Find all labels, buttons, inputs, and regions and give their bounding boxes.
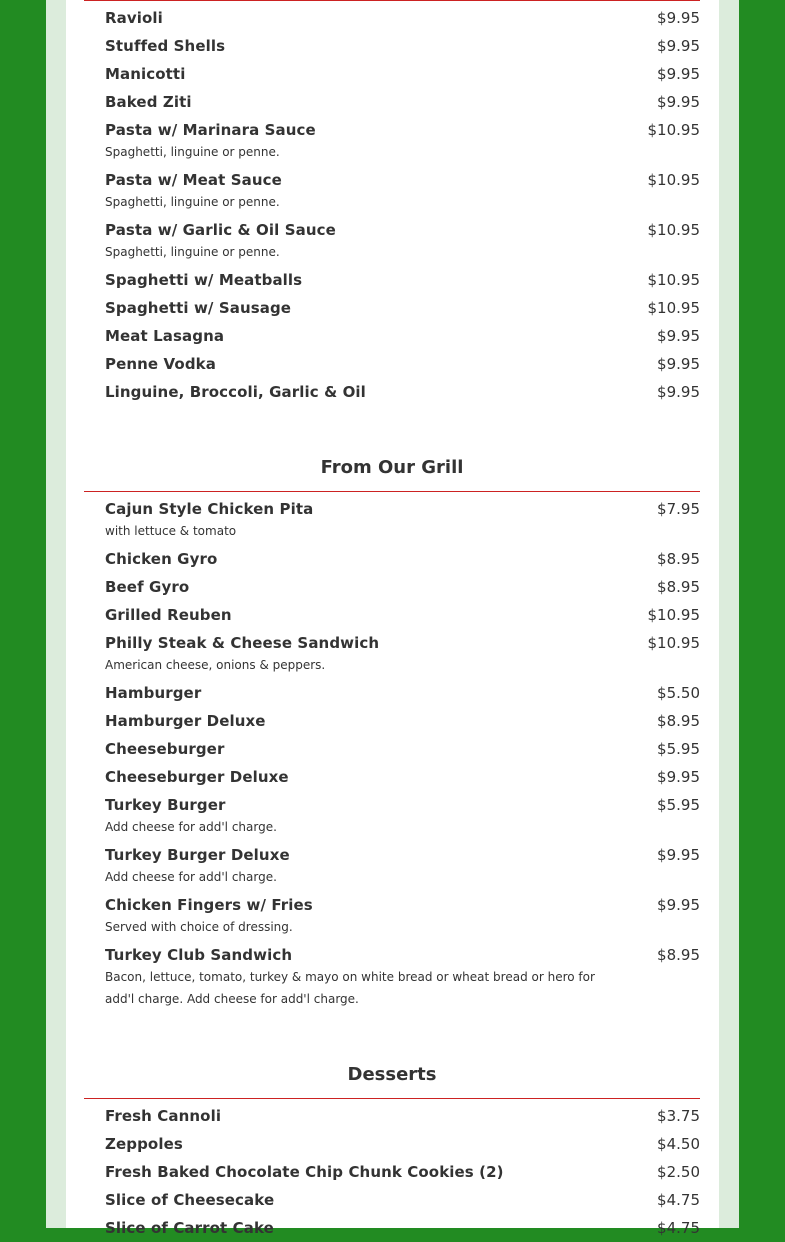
- item-name: Pasta w/ Garlic & Oil Sauce: [105, 221, 336, 239]
- item-name: Linguine, Broccoli, Garlic & Oil: [105, 383, 366, 401]
- menu-item: [105, 322, 700, 350]
- item-description: Spaghetti, linguine or penne.: [105, 195, 280, 209]
- item-price: $10.95: [647, 606, 700, 624]
- item-name: Turkey Burger: [105, 796, 226, 814]
- item-name: Cajun Style Chicken Pita: [105, 500, 314, 518]
- menu-item: [105, 1214, 700, 1242]
- menu-item: [105, 116, 700, 166]
- item-name: Hamburger Deluxe: [105, 712, 266, 730]
- item-name: Fresh Baked Chocolate Chip Chunk Cookies (2): [105, 1163, 504, 1181]
- item-price: $4.75: [657, 1219, 700, 1237]
- item-price: $9.95: [657, 355, 700, 373]
- item-price: $8.95: [657, 946, 700, 964]
- item-name: Ravioli: [105, 9, 163, 27]
- item-description: American cheese, onions & peppers.: [105, 658, 326, 672]
- item-price: $5.50: [657, 684, 700, 702]
- item-name: Pasta w/ Marinara Sauce: [105, 121, 316, 139]
- item-name: Turkey Club Sandwich: [105, 946, 293, 964]
- item-name: Beef Gyro: [105, 578, 190, 596]
- item-price: $2.50: [657, 1163, 700, 1181]
- item-name: Chicken Fingers w/ Fries: [105, 896, 313, 914]
- item-description: Add cheese for add'l charge.: [105, 820, 277, 834]
- item-price: $8.95: [657, 550, 700, 568]
- menu-item: [105, 166, 700, 216]
- item-name: Cheeseburger: [105, 740, 225, 758]
- menu-item: [105, 4, 700, 32]
- item-price: $5.95: [657, 796, 700, 814]
- menu-item: [105, 60, 700, 88]
- item-name: Slice of Carrot Cake: [105, 1219, 274, 1237]
- menu-item: [105, 1102, 700, 1130]
- menu-item: [105, 1158, 700, 1186]
- menu-content: [84, 0, 700, 1242]
- item-name: Baked Ziti: [105, 93, 192, 111]
- item-price: $10.95: [647, 221, 700, 239]
- item-price: $9.95: [657, 846, 700, 864]
- menu-item: [105, 707, 700, 735]
- item-name: Philly Steak & Cheese Sandwich: [105, 634, 380, 652]
- item-name: Stuffed Shells: [105, 37, 226, 55]
- item-price: $10.95: [647, 299, 700, 317]
- item-name: Spaghetti w/ Meatballs: [105, 271, 303, 289]
- item-description: Bacon, lettuce, tomato, turkey & mayo on white bread or wheat bread or hero for add'l charge. Add cheese for add'l charge.: [105, 970, 595, 1006]
- menu-item: [105, 841, 700, 891]
- item-name: Penne Vodka: [105, 355, 216, 373]
- menu-item: [105, 216, 700, 266]
- item-name: Chicken Gyro: [105, 550, 218, 568]
- item-price: $9.95: [657, 93, 700, 111]
- item-price: $4.50: [657, 1135, 700, 1153]
- menu-section-desserts: [84, 1063, 700, 1242]
- item-price: $10.95: [647, 634, 700, 652]
- item-price: $8.95: [657, 712, 700, 730]
- menu-item: [105, 763, 700, 791]
- item-price: $9.95: [657, 383, 700, 401]
- menu-item: [105, 629, 700, 679]
- menu-item: [105, 735, 700, 763]
- item-name: Grilled Reuben: [105, 606, 232, 624]
- menu-item: [105, 294, 700, 322]
- item-name: Pasta w/ Meat Sauce: [105, 171, 282, 189]
- item-price: $8.95: [657, 578, 700, 596]
- item-name: Spaghetti w/ Sausage: [105, 299, 292, 317]
- menu-item: [105, 941, 700, 1013]
- item-description: Add cheese for add'l charge.: [105, 870, 277, 884]
- item-name: Meat Lasagna: [105, 327, 225, 345]
- item-price: $10.95: [647, 121, 700, 139]
- item-description: Spaghetti, linguine or penne.: [105, 245, 280, 259]
- menu-item: [105, 32, 700, 60]
- item-name: Zeppoles: [105, 1135, 183, 1153]
- item-price: $9.95: [657, 65, 700, 83]
- menu-item: [105, 601, 700, 629]
- menu-section-pasta: [84, 0, 700, 406]
- item-price: $9.95: [657, 37, 700, 55]
- item-price: $7.95: [657, 500, 700, 518]
- item-description: Served with choice of dressing.: [105, 920, 293, 934]
- menu-item: [105, 545, 700, 573]
- item-name: Cheeseburger Deluxe: [105, 768, 289, 786]
- menu-item: [105, 891, 700, 941]
- menu-item: [105, 679, 700, 707]
- item-name: Slice of Cheesecake: [105, 1191, 275, 1209]
- item-name: Hamburger: [105, 684, 202, 702]
- item-description: Spaghetti, linguine or penne.: [105, 145, 280, 159]
- item-price: $5.95: [657, 740, 700, 758]
- menu-item: [105, 791, 700, 841]
- menu-item: [105, 266, 700, 294]
- item-price: $9.95: [657, 9, 700, 27]
- item-price: $10.95: [647, 271, 700, 289]
- menu-item: [105, 350, 700, 378]
- menu-section-grill: [84, 456, 700, 1013]
- item-price: $10.95: [647, 171, 700, 189]
- item-name: Fresh Cannoli: [105, 1107, 222, 1125]
- menu-item: [105, 88, 700, 116]
- item-price: $9.95: [657, 768, 700, 786]
- section-title: From Our Grill: [320, 457, 464, 478]
- menu-item: [105, 1186, 700, 1214]
- item-price: $4.75: [657, 1191, 700, 1209]
- item-price: $9.95: [657, 896, 700, 914]
- item-description: with lettuce & tomato: [105, 524, 237, 538]
- section-title: Desserts: [347, 1064, 437, 1085]
- item-price: $3.75: [657, 1107, 700, 1125]
- menu-item: [105, 573, 700, 601]
- menu-item: [105, 1130, 700, 1158]
- menu-item: [105, 495, 700, 545]
- item-price: $9.95: [657, 327, 700, 345]
- menu-item: [105, 378, 700, 406]
- item-name: Manicotti: [105, 65, 186, 83]
- item-name: Turkey Burger Deluxe: [105, 846, 290, 864]
